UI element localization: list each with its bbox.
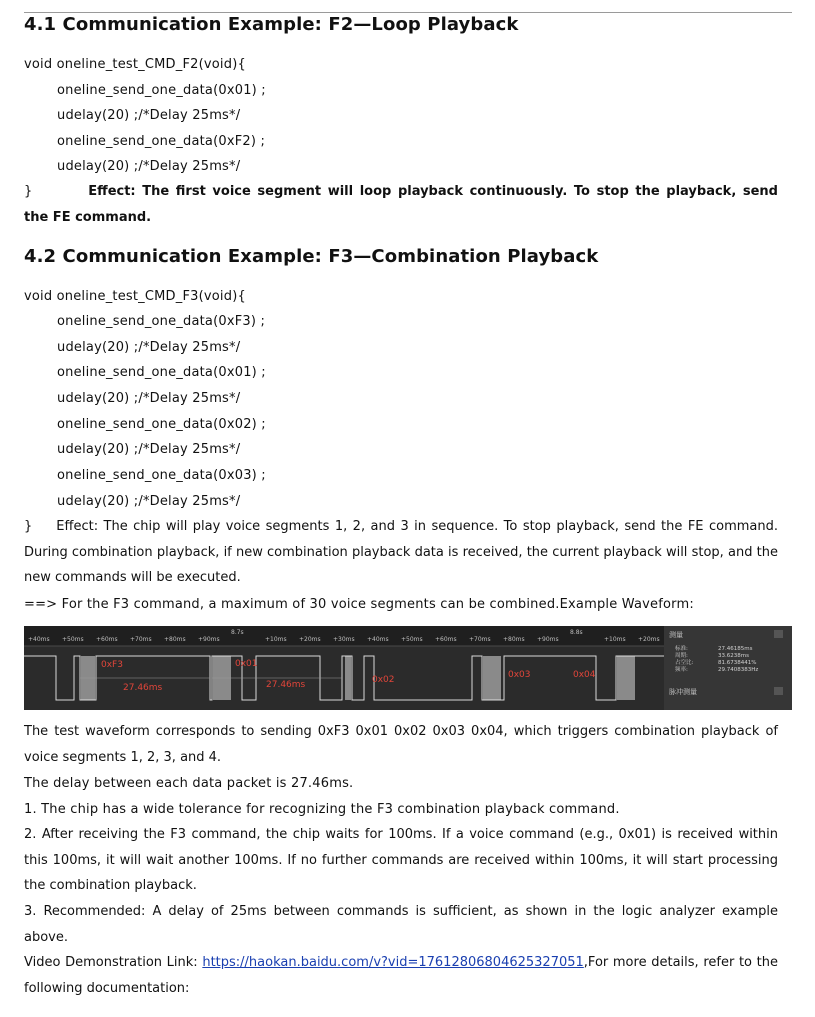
panel-title: 测量 [669,631,683,639]
effect-text: Effect: The first voice segment will loop playback continuously. To stop the playback, send the FE command. [24,184,778,225]
panel-value: 33.6238ms [718,653,749,659]
video-link[interactable]: https://haokan.baidu.com/v?vid=17612806804625327051 [202,955,584,970]
time-marker: 8.7s [231,629,244,636]
time-tick: +60ms [435,636,457,643]
delay-note: The delay between each data packet is 27.46ms. [24,776,354,791]
effect-text: Effect: The chip will play voice segments 1, 2, and 3 in sequence. To stop playback, send the FE command. During combination playback, if new combination playback data is received, the current playback will stop, and the new commands will be executed. [24,519,778,586]
code-line: udelay(20) ;/*Delay 25ms*/ [57,442,241,457]
waveform-label: 0x03 [508,670,531,680]
list-item: 1. The chip has a wide tolerance for recognizing the F3 combination playback command. [24,802,620,817]
code-line: oneline_send_one_data(0x02) ; [57,417,266,432]
panel-value: 29.7408383Hz [718,667,759,673]
code-line: udelay(20) ;/*Delay 25ms*/ [57,494,241,509]
list-item: 2. After receiving the F3 command, the chip waits for 100ms. If a voice command (e.g., 0x01) is received within this 100ms, it will wait another 100ms. If no further commands are received within 100ms, it will start processing the combination playback. [24,827,778,894]
code-line: oneline_send_one_data(0x01) ; [57,83,266,98]
code-line: udelay(20) ;/*Delay 25ms*/ [57,159,241,174]
time-tick: +70ms [130,636,152,643]
waveform-note: ==> For the F3 command, a maximum of 30 voice segments can be combined.Example Waveform: [24,597,694,612]
time-tick: +60ms [96,636,118,643]
panel-key: 周期: [675,653,688,659]
code-line: udelay(20) ;/*Delay 25ms*/ [57,391,241,406]
code-line: udelay(20) ;/*Delay 25ms*/ [57,108,241,123]
effect-paragraph-f3 [24,514,778,591]
time-tick: +10ms [265,636,287,643]
waveform-label: 0x01 [235,659,258,669]
effect-paragraph-f2 [24,179,778,230]
time-tick: +70ms [469,636,491,643]
time-tick: +80ms [503,636,525,643]
delay-label: 27.46ms [123,683,163,693]
time-tick: +10ms [604,636,626,643]
section-heading-f3: 4.2 Communication Example: F3—Combination Playback [24,246,599,267]
time-tick: +40ms [367,636,389,643]
waveform-label: 0x02 [372,675,395,685]
video-suffix: ,For more details, refer to the following documentation: [24,955,778,996]
code-line: void oneline_test_CMD_F3(void){ [24,289,246,304]
settings-icon[interactable] [774,630,783,638]
time-tick: +50ms [62,636,84,643]
code-line: oneline_send_one_data(0x01) ; [57,365,266,380]
panel-section-title: 脉冲测量 [669,688,697,696]
time-tick: +30ms [333,636,355,643]
panel-value: 27.46185ms [718,646,753,652]
code-line: udelay(20) ;/*Delay 25ms*/ [57,340,241,355]
time-marker: 8.8s [570,629,583,636]
panel-value: 81.6738441% [718,660,757,666]
waveform-label: 0x04 [573,670,596,680]
list-item: 3. Recommended: A delay of 25ms between commands is sufficient, as shown in the logic analyzer example above. [24,904,778,945]
panel-key: 标准: [675,646,688,652]
time-tick: +50ms [401,636,423,643]
time-tick: +90ms [198,636,220,643]
panel-key: 频率: [675,667,688,673]
top-rule [24,12,792,13]
logic-analyzer-waveform [24,626,792,710]
video-paragraph [24,950,778,1001]
time-tick: +80ms [164,636,186,643]
closing-brace: } [24,519,33,534]
delay-label: 27.46ms [266,680,306,690]
time-tick: +90ms [537,636,559,643]
code-line: oneline_send_one_data(0xF2) ; [57,134,266,149]
closing-brace: } [24,184,33,199]
video-prefix: Video Demonstration Link: [24,955,203,970]
section-heading-f2: 4.1 Communication Example: F2—Loop Playback [24,14,519,35]
panel-key: 占空比: [675,660,694,666]
code-line: oneline_send_one_data(0xF3) ; [57,314,266,329]
code-line: oneline_send_one_data(0x03) ; [57,468,266,483]
time-tick: +20ms [299,636,321,643]
waveform-label: 0xF3 [101,660,123,670]
code-line: void oneline_test_CMD_F2(void){ [24,57,246,72]
time-tick: +20ms [638,636,660,643]
add-icon[interactable] [774,687,783,695]
waveform-description: The test waveform corresponds to sending 0xF3 0x01 0x02 0x03 0x04, which triggers combination playback of voice segments 1, 2, 3, and 4. [24,724,778,765]
time-tick: +40ms [28,636,50,643]
